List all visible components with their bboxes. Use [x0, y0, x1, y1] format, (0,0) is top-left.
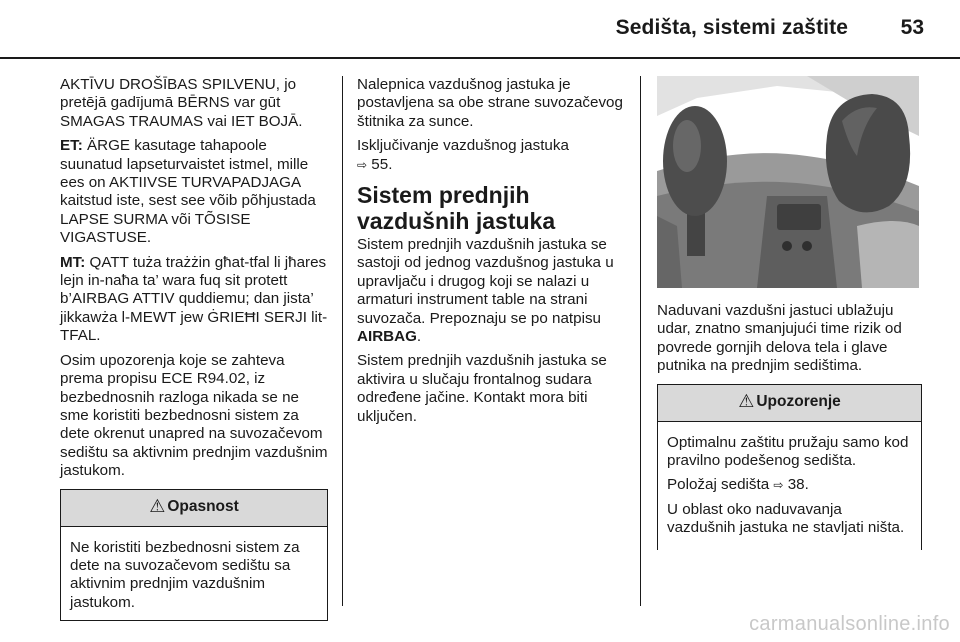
seat-position-ref-page[interactable]: 38. [787, 476, 809, 494]
seat-position-ref-text: Položaj sedišta [667, 476, 770, 494]
warning-box-p3: U oblast oko naduvavanja vazdušnih jastuka ne stavljati ništa. [667, 500, 905, 537]
watermark: carmanualsonline.info [749, 613, 950, 635]
warning-box-body [658, 422, 921, 550]
page-number: 53 [900, 16, 924, 39]
header-rule [0, 57, 960, 59]
danger-box [60, 489, 328, 622]
paragraph-mt [60, 254, 328, 346]
page-ref-arrow-icon: ⇨ [357, 157, 368, 172]
danger-box-header [61, 490, 327, 527]
column-separator-2 [640, 76, 641, 606]
warning-box-p2 [667, 476, 912, 494]
warning-triangle-icon: ⚠ [149, 496, 166, 517]
figure-caption: Naduvani vazdušni jastuci ublažuju udar, znatno smanjujući time rizik od povrede gornjih delova tela i glave putnika na prednjim sedištima. [657, 302, 902, 375]
paragraph-lv: AKTĪVU DROŠĪBAS SPILVENU, jo pretējā gadījumā BĒRNS var gūt SMAGAS TRAUMAS vai IET BOJĀ. [60, 76, 303, 130]
paragraph-et [60, 137, 328, 247]
danger-box-text: Ne koristiti bezbednosni sistem za dete na suvozačevom sedištu sa aktivnim prednjim vazdušnim jastukom. [70, 538, 300, 611]
column-2 [357, 76, 629, 432]
deactivation-ref-text: Isključivanje vazdušnog jastuka [357, 137, 569, 155]
warning-box [657, 384, 922, 550]
paragraph-activation: Sistem prednjih vazdušnih jastuka se aktivira u slučaju frontalnog sudara određene jačine. Kontakt mora biti uključen. [357, 352, 607, 425]
page-title: Sedišta, sistemi zaštite [615, 16, 848, 39]
warning-box-title: Upozorenje [756, 393, 841, 411]
warning-triangle-icon: ⚠ [738, 391, 755, 412]
system-description-text: Sistem prednjih vazdušnih jastuka se sastoji od jednog vazdušnog jastuka u upravljaču i drugog koji se nalazi u armaturi instrument table na strani suvozača. Prepoznaju se po natpisu [357, 236, 614, 327]
warning-box-header [658, 385, 921, 422]
column-3 [657, 76, 922, 550]
paragraph-mt-text: QATT tuża trażżin għat-tfal li jħares lejn in-naħa ta’ wara fuq sit protett b’AIRBAG ATTIV quddiemu; dan jista’ jikkawża l-MEWT jew ĠRIEĦI SERJI lit-TFAL. [60, 253, 328, 345]
section-heading: Sistem prednjih vazdušnih jastuka [357, 182, 556, 235]
column-separator-1 [342, 76, 343, 606]
paragraph-label-location: Nalepnica vazdušnog jastuka je postavljena sa obe strane suvozačevog štitnika za sunce. [357, 76, 623, 130]
page-ref-arrow-icon: ⇨ [773, 478, 784, 493]
warning-box-p1: Optimalnu zaštitu pružaju samo kod pravilno podešenog sedišta. [667, 433, 909, 470]
paragraph-et-text: ÄRGE kasutage tahapoole suunatud lapseturvaistet istmel, mille ees on AKTIIVSE TURVAPADJAGA kaitstud iste, sest see võib põhjustada LAPSE SURMA või TÕSISE VIGASTUSE. [60, 137, 316, 247]
paragraph-deactivation-ref [357, 137, 629, 174]
lang-label-et: ET: [60, 137, 83, 155]
paragraph-system-description [357, 236, 629, 346]
danger-box-title: Opasnost [167, 498, 239, 516]
deactivation-ref-page[interactable]: 55. [371, 155, 393, 173]
page-header [0, 0, 960, 52]
paragraph-sr: Osim upozorenja koje se zahteva prema propisu ECE R94.02, iz bezbednosnih razloga nikada se ne sme koristiti bezbednosni sistem za dete okrenut unapred na suvozačevom sedištu sa aktivnim prednjim vazdušnim jastukom. [60, 351, 328, 480]
airbag-label: AIRBAG [357, 328, 417, 346]
danger-box-body [61, 527, 327, 621]
lang-label-mt: MT: [60, 253, 86, 271]
airbag-illustration-svg [657, 76, 919, 288]
system-description-end: . [416, 328, 422, 346]
airbag-illustration [657, 76, 919, 288]
column-1 [60, 76, 328, 621]
